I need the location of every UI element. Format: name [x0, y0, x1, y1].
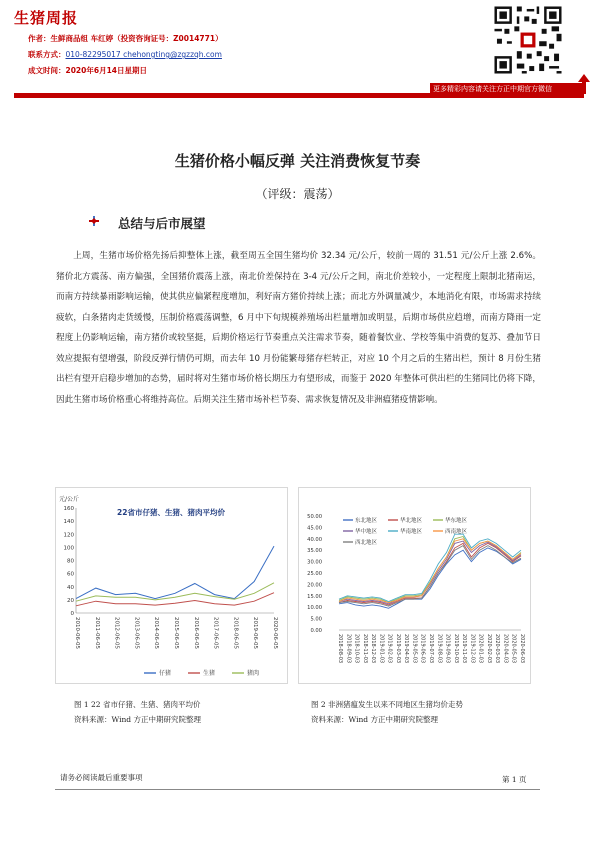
section-title: 总结与后市展望 [118, 216, 206, 231]
chart2-legend-label: 华南地区 [400, 529, 423, 535]
chart2-legend-label: 东北地区 [355, 518, 378, 524]
chart2-y-tick: 40.00 [307, 536, 322, 543]
disclaimer-note: 请务必阅读最后重要事项 [60, 773, 143, 782]
chart2-x-tick: 2019-09-03 [444, 634, 451, 664]
chart2-y-tick: 0.00 [310, 628, 322, 634]
chart1-svg [56, 488, 289, 685]
qr-code-icon[interactable] [492, 4, 564, 76]
chart1-x-tick: 2015-06-05 [173, 617, 179, 649]
chart2-x-tick: 2020-03-03 [494, 634, 501, 664]
chart1-series-line [76, 583, 274, 601]
chart2-x-tick: 2020-01-03 [477, 634, 484, 664]
figure1-source: 资料来源：Wind 方正中期研究院整理 [74, 715, 201, 724]
chart2-x-tick: 2018-11-03 [361, 634, 368, 664]
chart1-legend-label: 仔猪 [159, 670, 172, 677]
diamond-bullet-icon [88, 215, 100, 227]
chart2-x-tick: 2019-10-03 [452, 634, 459, 664]
chart1-x-tick: 2019-06-05 [252, 617, 259, 649]
chart2-x-tick: 2018-09-03 [345, 634, 352, 664]
chart2-y-tick: 15.00 [307, 593, 322, 600]
chart1-y-tick: 100 [63, 545, 74, 552]
chart2-x-tick: 2019-11-03 [461, 634, 468, 664]
chart1-y-tick: 40 [67, 584, 74, 591]
chart1-y-tick: 60 [67, 571, 74, 578]
chart2-x-tick: 2019-04-03 [403, 634, 410, 664]
chart2-y-tick: 35.00 [307, 548, 322, 555]
figure2-source: 资料来源：Wind 方正中期研究院整理 [311, 715, 438, 724]
chart2-x-tick: 2020-02-03 [485, 634, 492, 664]
chart2-x-tick: 2019-06-03 [419, 634, 426, 664]
chart1-series-line [76, 593, 274, 606]
chart2-y-tick: 45.00 [307, 525, 322, 532]
chart2-legend-label: 西南地区 [445, 529, 468, 535]
chart2-x-tick: 2019-01-03 [378, 634, 385, 664]
chart2-x-tick: 2019-12-03 [469, 634, 476, 664]
chart2-x-tick: 2019-02-03 [386, 634, 393, 664]
chart2-y-tick: 25.00 [307, 571, 322, 577]
chart1-x-tick: 2020-06-05 [272, 617, 278, 649]
report-title: 生猪周报 [14, 9, 79, 27]
header-divider [14, 93, 584, 98]
chart2-x-tick: 2020-06-03 [519, 634, 525, 664]
chart2-x-tick: 2019-08-03 [436, 634, 443, 664]
chart2-y-tick: 10.00 [307, 605, 322, 612]
chart1-y-tick: 80 [67, 558, 74, 565]
chart1-x-tick: 2017-06-05 [212, 617, 219, 649]
chart2-x-tick: 2019-03-03 [394, 634, 401, 664]
chart2-series-line [339, 543, 521, 605]
chart1-x-tick: 2010-06-05 [74, 617, 80, 649]
chart1-y-tick: 20 [67, 597, 74, 604]
figure1-caption: 图 1 22 省市仔猪、生猪、猪肉平均价 [74, 700, 201, 709]
chart1-legend-label: 猪肉 [247, 670, 260, 677]
chart2-y-tick: 50.00 [307, 514, 322, 520]
chart1-y-tick: 160 [63, 506, 74, 512]
chart2-legend-label: 华北地区 [400, 518, 423, 524]
chart2-x-tick: 2020-05-03 [510, 634, 517, 664]
page-title: 生猪价格小幅反弹 关注消费恢复节奏 [174, 152, 421, 170]
author-line: 作者：生鲜商品组 车红婷（投资咨询证号：Z0014771） [28, 34, 223, 43]
figure2-caption: 图 2 非洲猪瘟发生以来不同地区生猪均价走势 [311, 700, 464, 709]
chart2-legend-label: 华东地区 [445, 518, 468, 524]
chart2-x-tick: 2018-10-03 [353, 634, 360, 664]
summary-paragraph: 上周，生猪市场价格先扬后抑整体上涨，截至周五全国生猪均价 32.34 元/公斤，较前一周的 31.51 元/公斤上涨 2.6%。猪价北方震荡、南方偏强，全国猪价震荡上涨，南北价差保持在 3-4 元/公斤之间，南北价差较小，一定程度上限制北猪南运，而南方持续暴雨影响运输，使其供应偏紧程度增加，利好南方猪价持续上涨；而北方外调量减少，本地消化有限，市场需求持续疲软，白条猪肉走货缓慢，压制价格震荡调整，6 月中下旬规模养殖场出栏量增加或明显，后期市场供应趋增，而南方降雨一定程度上仍影响运输，南方猪价或较坚挺，后期价格运行节奏重点关注需求节奏，随着餐饮业、学校等集中消费的复苏、叠加节日效应提振有望增强，阶段反弹行情仍可期，而去年 10 月份能繁母猪存栏转正，对应 10 个月之后的生猪出栏，预计 8 月份生猪出栏有望开启稳步增加的态势，届时将对生猪市场价格长期压力有望形成，而鉴于 2020 年整体可供出栏的生猪同比仍将下降，因此生猪市场价格重心将维持高位。后期关注生猪市场补栏节奏、需求恢复情况及非洲瘟猪疫情影响。 [56, 251, 541, 405]
chart2-legend-label: 西北地区 [355, 540, 378, 546]
rating-label: （评级：震荡） [255, 187, 340, 201]
chart1-series-line [76, 546, 274, 599]
chart1-x-tick: 2018-06-05 [232, 617, 239, 649]
chart2-x-tick: 2018-12-03 [370, 634, 377, 664]
chart2-legend-label: 华中地区 [355, 529, 378, 535]
chart1-y-tick: 120 [63, 532, 74, 539]
contact-line: 联系方式：010-82295017 chehongting@zgzzqh.com [28, 50, 222, 59]
chart1-x-tick: 2011-06-05 [93, 617, 100, 649]
arrow-up-icon [578, 74, 590, 82]
footer-divider [55, 789, 540, 790]
page-number: 第 1 页 [502, 775, 527, 784]
chart1-legend-label: 生猪 [203, 670, 216, 677]
chart1-title: 22省市仔猪、生猪、猪肉平均价 [117, 508, 225, 517]
chart2-svg [299, 488, 532, 685]
chart2-x-tick: 2020-04-03 [502, 634, 509, 664]
chart-regional-hog-prices [298, 487, 531, 684]
date-line: 成文时间：2020年6月14日星期日 [28, 66, 148, 75]
chart1-x-tick: 2014-06-05 [153, 617, 160, 649]
chart2-series-line [339, 546, 521, 607]
contact-link[interactable]: 010-82295017 chehongting@zgzzqh.com [65, 50, 222, 59]
chart2-y-tick: 20.00 [307, 582, 322, 589]
chart2-y-tick: 5.00 [310, 616, 322, 623]
chart1-ylabel: 元/公斤 [59, 496, 80, 503]
chart1-x-tick: 2016-06-05 [192, 617, 199, 649]
chart2-y-tick: 30.00 [307, 559, 322, 566]
chart1-y-tick: 0 [70, 611, 74, 617]
chart2-x-tick: 2019-05-03 [411, 634, 418, 664]
chart1-y-tick: 140 [63, 519, 74, 526]
chart-piglet-hog-pork-prices [55, 487, 288, 684]
chart1-x-tick: 2012-06-05 [113, 617, 120, 649]
wechat-banner: 更多精彩内容请关注方正中期官方微信 [430, 83, 584, 95]
chart1-x-tick: 2013-06-05 [133, 617, 140, 649]
chart2-x-tick: 2018-08-03 [337, 634, 343, 664]
chart2-x-tick: 2019-07-03 [428, 634, 434, 664]
